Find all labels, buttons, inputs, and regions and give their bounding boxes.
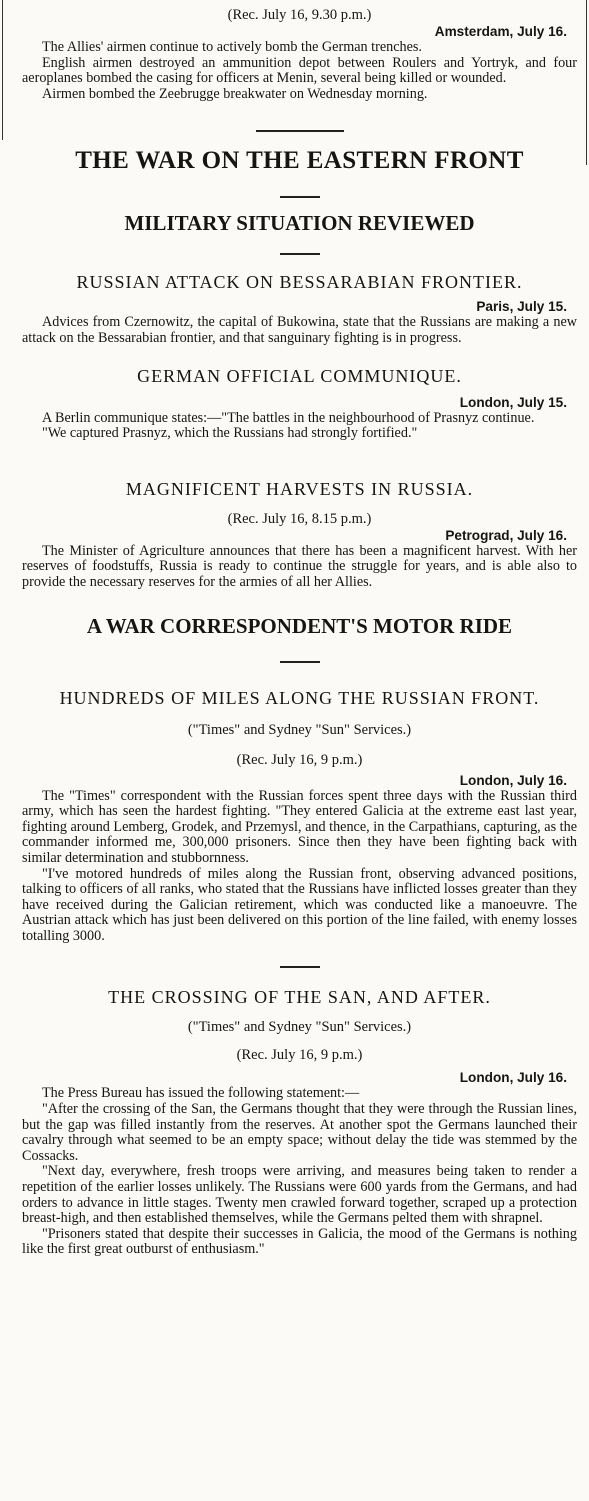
paragraph: English airmen destroyed an ammunition depot between Roulers and Yortryk, and four aeroplanes bombed the casing for officers at Menin, several being killed or wounded.	[22, 54, 577, 87]
column-rule-left	[2, 0, 3, 140]
paragraph: A Berlin communique states:—"The battles in the neighbourhood of Prasnyz continue.	[42, 409, 535, 426]
divider-rule	[280, 253, 320, 255]
dateline: Petrograd, July 16.	[445, 527, 567, 543]
services-credit: ("Times" and Sydney "Sun" Services.)	[187, 1019, 412, 1036]
received-time: (Rec. July 16, 8.15 p.m.)	[227, 510, 372, 527]
divider-rule	[256, 130, 344, 132]
divider-rule	[280, 966, 320, 968]
paragraph: Advices from Czernowitz, the capital of Bukowina, state that the Russians are making a new attack on the Bessarabian frontier, and that sanguinary fighting is in progress.	[22, 314, 577, 346]
airmen-report	[22, 6, 577, 102]
dateline: Paris, July 15.	[476, 299, 567, 315]
divider-rule	[280, 196, 320, 198]
dateline: London, July 16.	[459, 772, 567, 788]
dateline: London, July 16.	[459, 1070, 567, 1086]
section-title: A WAR CORRESPONDENT'S MOTOR RIDE	[86, 613, 513, 638]
paragraph: "We captured Prasnyz, which the Russians had strongly fortified."	[42, 425, 418, 442]
received-time: (Rec. July 16, 9 p.m.)	[236, 1047, 363, 1064]
dateline: London, July 15.	[459, 394, 567, 410]
paragraph: "I've motored hundreds of miles along the Russian front, observing advanced positions, talking to officers of all ranks, who stated that the Russians have inflicted losses greater than they have received during the Galician retirement, which was conducted like a manoeuvre. The Austrian attack which has just been delivered on this portion of the line failed, with enemy losses totalling 3000.	[22, 865, 577, 944]
paragraph: The "Times" correspondent with the Russian forces spent three days with the Russian third army, which has seen the hardest fighting. "They entered Galicia at the extreme east last year, fighting around Lemberg, Grodek, and Przemysl, and thence, in the Carpathians, capturing, as the commander informed me, 300,000 prisoners. Since then they have been fighting back with similar determination and stubbornness.	[22, 787, 577, 866]
article-heading: GERMAN OFFICIAL COMMUNIQUE.	[137, 365, 462, 386]
article-heading: MAGNIFICENT HARVESTS IN RUSSIA.	[125, 478, 474, 499]
paragraph: The Allies' airmen continue to actively bomb the German trenches.	[42, 39, 422, 55]
paragraph: "After the crossing of the San, the Germans thought that they were through the Russian lines, but the gap was filled instantly from the reserves. At another spot the Germans launched their cavalry through what seemed to be an empty space; without delay the tide was stemmed by the Cossacks.	[22, 1101, 577, 1164]
article-heading: RUSSIAN ATTACK ON BESSARABIAN FRONTIER.	[76, 272, 523, 293]
paragraph: "Next day, everywhere, fresh troops were arriving, and measures being taken to render a repetition of the earlier losses unlikely. The Russians were 600 yards from the Germans, and had orders to advance in little stages. Twenty men crawled forward together, scraped up a protection breast-high, and then established themselves, while the Germans pelted them with shrapnel.	[22, 1163, 577, 1227]
paragraph: The Minister of Agriculture announces that there has been a magnificent harvest. With her reserves of foodstuffs, Russia is ready to continue the struggle for years, and is able also to provide the necessary reserves for the armies of all her Allies.	[22, 542, 577, 590]
paragraph: "Prisoners stated that despite their successes in Galicia, the mood of the Germans is nothing like the first great outburst of enthusiasm."	[22, 1225, 577, 1258]
divider-rule	[280, 661, 320, 663]
section-subtitle: MILITARY SITUATION REVIEWED	[124, 211, 475, 236]
newspaper-column	[22, 6, 577, 1258]
services-credit: ("Times" and Sydney "Sun" Services.)	[187, 721, 412, 738]
column-rule-right	[586, 0, 587, 165]
article-heading: THE CROSSING OF THE SAN, AND AFTER.	[108, 987, 491, 1008]
article-heading: HUNDREDS OF MILES ALONG THE RUSSIAN FRONT.	[59, 687, 540, 708]
received-time: (Rec. July 16, 9 p.m.)	[236, 751, 363, 768]
paragraph: The Press Bureau has issued the following statement:—	[42, 1085, 360, 1102]
section-title: THE WAR ON THE EASTERN FRONT	[75, 147, 524, 175]
dateline: Amsterdam, July 16.	[434, 24, 567, 39]
received-time: (Rec. July 16, 9.30 p.m.)	[227, 7, 372, 23]
paragraph: Airmen bombed the Zeebrugge breakwater on Wednesday morning.	[42, 85, 428, 102]
